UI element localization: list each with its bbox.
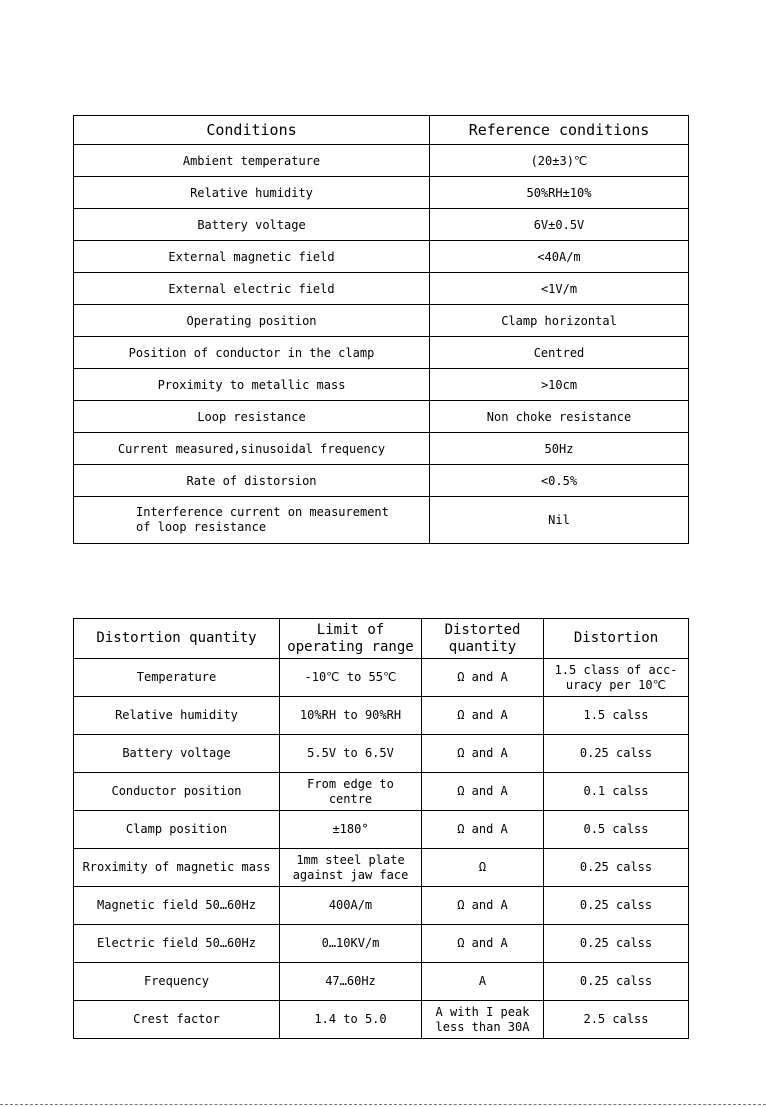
table-row	[74, 887, 689, 925]
limit-cell: 5.5V to 6.5V	[280, 735, 422, 773]
distortion-cell: 0.25 calss	[544, 849, 689, 887]
column-header-distortion-quantity: Distortion quantity	[74, 619, 280, 659]
reference-value-cell: <1V/m	[430, 273, 689, 305]
distorted-quantity-cell: Ω and A	[422, 887, 544, 925]
reference-value-cell: <0.5%	[430, 465, 689, 497]
reference-conditions-table	[73, 115, 689, 544]
table-row	[74, 659, 689, 697]
limit-cell: 400A/m	[280, 887, 422, 925]
distorted-quantity-cell: Ω	[422, 849, 544, 887]
column-header-reference-conditions: Reference conditions	[430, 116, 689, 145]
limit-cell: ±180°	[280, 811, 422, 849]
distorted-quantity-cell: Ω and A	[422, 811, 544, 849]
condition-cell: Interference current on measurement of loop resistance	[74, 497, 430, 544]
distortion-cell: 0.25 calss	[544, 735, 689, 773]
distortion-quantity-cell: Magnetic field 50…60Hz	[74, 887, 280, 925]
condition-cell: Rate of distorsion	[74, 465, 430, 497]
distortion-cell: 0.25 calss	[544, 925, 689, 963]
distortion-quantity-cell: Battery voltage	[74, 735, 280, 773]
distortion-quantity-cell: Temperature	[74, 659, 280, 697]
table-row	[74, 401, 689, 433]
reference-value-cell: Clamp horizontal	[430, 305, 689, 337]
limit-cell: 10%RH to 90%RH	[280, 697, 422, 735]
distortion-cell: 1.5 calss	[544, 697, 689, 735]
distortion-quantity-cell: Frequency	[74, 963, 280, 1001]
distortion-quantity-cell: Relative humidity	[74, 697, 280, 735]
distortion-cell: 0.25 calss	[544, 887, 689, 925]
distorted-quantity-cell: Ω and A	[422, 925, 544, 963]
distorted-quantity-cell: A with I peak less than 30A	[422, 1001, 544, 1039]
column-header-distortion: Distortion	[544, 619, 689, 659]
distortion-cell: 0.1 calss	[544, 773, 689, 811]
condition-cell: Ambient temperature	[74, 145, 430, 177]
column-header-distorted-quantity: Distorted quantity	[422, 619, 544, 659]
condition-cell: Loop resistance	[74, 401, 430, 433]
reference-value-cell: Non choke resistance	[430, 401, 689, 433]
limit-cell: 1.4 to 5.0	[280, 1001, 422, 1039]
distortion-quantity-cell: Rroximity of magnetic mass	[74, 849, 280, 887]
reference-value-cell: 50Hz	[430, 433, 689, 465]
reference-value-cell: Nil	[430, 497, 689, 544]
distorted-quantity-cell: Ω and A	[422, 697, 544, 735]
table-row	[74, 273, 689, 305]
distortion-quantity-cell: Conductor position	[74, 773, 280, 811]
table-header-row	[74, 116, 689, 145]
table-row	[74, 925, 689, 963]
reference-value-cell: 6V±0.5V	[430, 209, 689, 241]
condition-cell: Proximity to metallic mass	[74, 369, 430, 401]
column-header-conditions: Conditions	[74, 116, 430, 145]
condition-cell: External electric field	[74, 273, 430, 305]
condition-cell: External magnetic field	[74, 241, 430, 273]
distortion-quantity-cell: Electric field 50…60Hz	[74, 925, 280, 963]
table-row	[74, 209, 689, 241]
table-row	[74, 773, 689, 811]
reference-value-cell: Centred	[430, 337, 689, 369]
table-row	[74, 735, 689, 773]
table-row	[74, 811, 689, 849]
table-row	[74, 337, 689, 369]
table-header-row	[74, 619, 689, 659]
limit-cell: 1mm steel plate against jaw face	[280, 849, 422, 887]
distorted-quantity-cell: Ω and A	[422, 773, 544, 811]
reference-value-cell: 50%RH±10%	[430, 177, 689, 209]
distortion-quantity-cell: Clamp position	[74, 811, 280, 849]
distorted-quantity-cell: A	[422, 963, 544, 1001]
reference-value-cell: (20±3)℃	[430, 145, 689, 177]
table-row	[74, 1001, 689, 1039]
table-row	[74, 697, 689, 735]
distorted-quantity-cell: Ω and A	[422, 659, 544, 697]
page-bottom-divider	[0, 1104, 766, 1106]
table-row	[74, 145, 689, 177]
condition-cell: Battery voltage	[74, 209, 430, 241]
limit-cell: 0…10KV/m	[280, 925, 422, 963]
distorted-quantity-cell: Ω and A	[422, 735, 544, 773]
table-row	[74, 241, 689, 273]
reference-value-cell: <40A/m	[430, 241, 689, 273]
distortion-cell: 2.5 calss	[544, 1001, 689, 1039]
table-row	[74, 177, 689, 209]
table-row	[74, 849, 689, 887]
table-row	[74, 433, 689, 465]
distortion-table	[73, 618, 689, 1039]
limit-cell: 47…60Hz	[280, 963, 422, 1001]
table-row	[74, 465, 689, 497]
distortion-quantity-cell: Crest factor	[74, 1001, 280, 1039]
distortion-cell: 0.25 calss	[544, 963, 689, 1001]
condition-cell: Position of conductor in the clamp	[74, 337, 430, 369]
reference-value-cell: >10cm	[430, 369, 689, 401]
table-row	[74, 369, 689, 401]
condition-cell: Relative humidity	[74, 177, 430, 209]
limit-cell: -10℃ to 55℃	[280, 659, 422, 697]
distortion-cell: 0.5 calss	[544, 811, 689, 849]
table-row	[74, 963, 689, 1001]
column-header-limit-of-operating-range: Limit of operating range	[280, 619, 422, 659]
condition-cell: Operating position	[74, 305, 430, 337]
table-row	[74, 497, 689, 544]
limit-cell: From edge to centre	[280, 773, 422, 811]
distortion-cell: 1.5 class of acc- uracy per 10℃	[544, 659, 689, 697]
condition-cell: Current measured,sinusoidal frequency	[74, 433, 430, 465]
table-row	[74, 305, 689, 337]
